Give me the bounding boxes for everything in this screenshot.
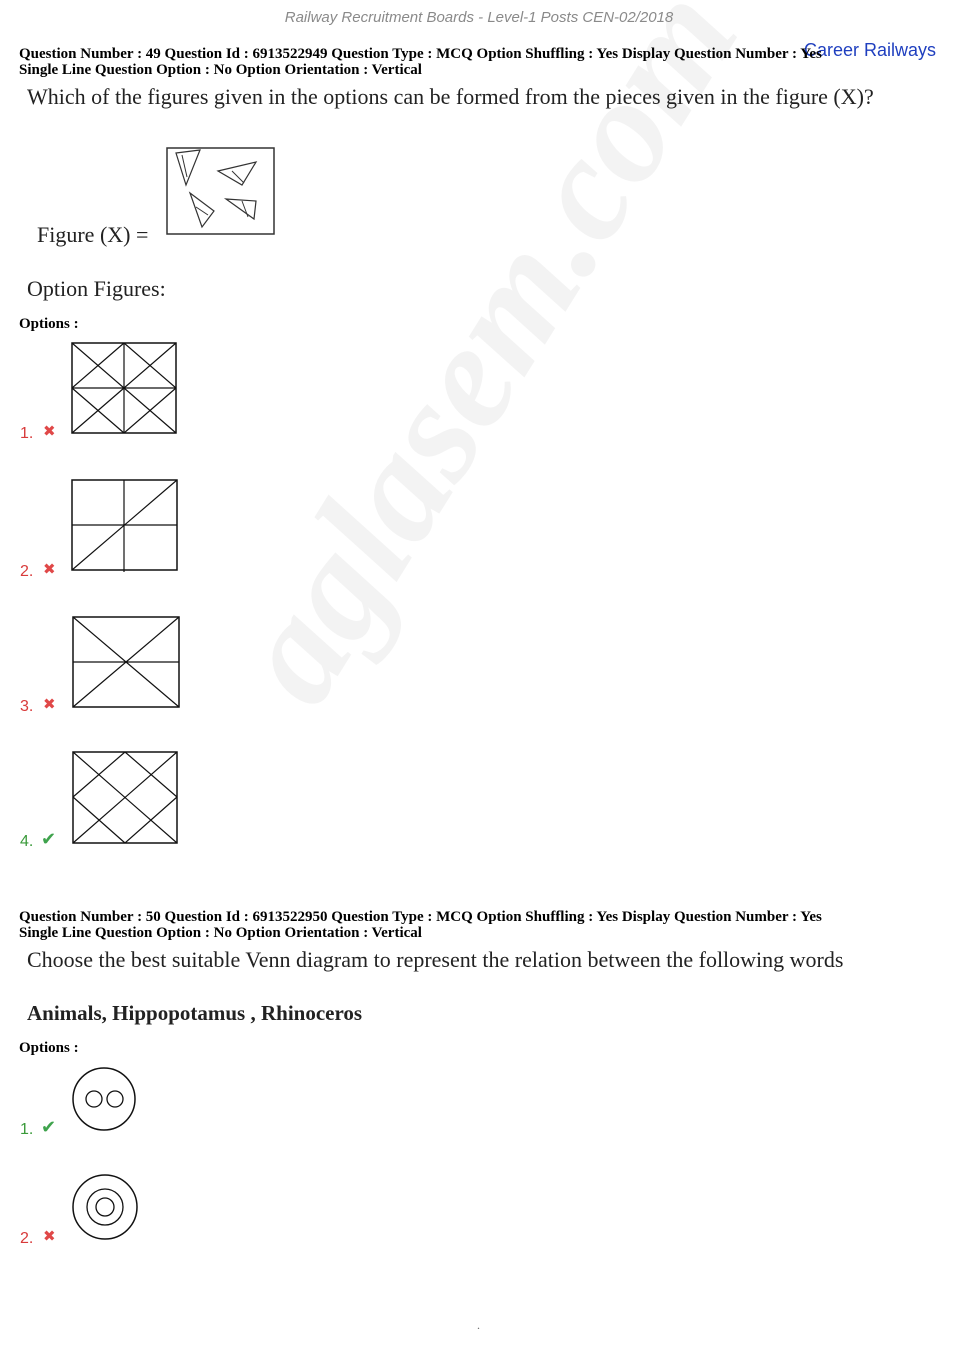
q50-option-2-figure xyxy=(71,1173,139,1241)
check-icon: ✔ xyxy=(41,1117,57,1138)
brand-link[interactable]: Career Railways xyxy=(803,40,936,60)
q49-figure-x xyxy=(166,147,276,236)
q49-option-2-number: 2. xyxy=(20,563,34,580)
cross-icon: ✖ xyxy=(43,695,56,713)
footer-dot: . xyxy=(477,1318,480,1332)
check-icon: ✔ xyxy=(41,829,57,850)
q49-options-label: Options : xyxy=(19,316,79,332)
q49-figure-label: Figure (X) = xyxy=(37,222,149,247)
q49-option-figures-label: Option Figures: xyxy=(27,276,166,301)
page-header: Railway Recruitment Boards - Level-1 Posts CEN-02/2018 xyxy=(284,9,674,26)
cross-icon: ✖ xyxy=(43,1227,56,1245)
q49-option-3-figure xyxy=(72,616,180,708)
q49-option-3-number: 3. xyxy=(20,698,34,715)
q50-option-1-number: 1. xyxy=(20,1121,34,1138)
q49-option-1-figure xyxy=(71,342,177,434)
q50-option-2-number: 2. xyxy=(20,1230,34,1247)
q49-meta-line2: Single Line Question Option : No Option Orientation : Vertical xyxy=(19,62,422,78)
q50-meta-line2: Single Line Question Option : No Option Orientation : Vertical xyxy=(19,925,422,941)
q49-question-text: Which of the figures given in the options can be formed from the pieces given in the figure (X)? xyxy=(27,84,874,109)
q49-option-2-figure xyxy=(71,479,178,572)
q50-words: Animals, Hippopotamus , Rhinoceros xyxy=(27,1001,363,1025)
cross-icon: ✖ xyxy=(43,422,56,440)
q49-option-4-figure xyxy=(72,751,178,844)
q49-meta-line1: Question Number : 49 Question Id : 6913522949 Question Type : MCQ Option Shuffling : Yes Display Question Number : Yes xyxy=(19,46,822,62)
q50-options-label: Options : xyxy=(19,1040,79,1056)
q49-option-4-number: 4. xyxy=(20,833,34,850)
q49-option-1-number: 1. xyxy=(20,425,34,442)
cross-icon: ✖ xyxy=(43,560,56,578)
q50-question-text: Choose the best suitable Venn diagram to represent the relation between the following words xyxy=(27,947,844,972)
q50-option-1-figure xyxy=(71,1066,137,1132)
q50-meta-line1: Question Number : 50 Question Id : 6913522950 Question Type : MCQ Option Shuffling : Yes Display Question Number : Yes xyxy=(19,909,822,925)
